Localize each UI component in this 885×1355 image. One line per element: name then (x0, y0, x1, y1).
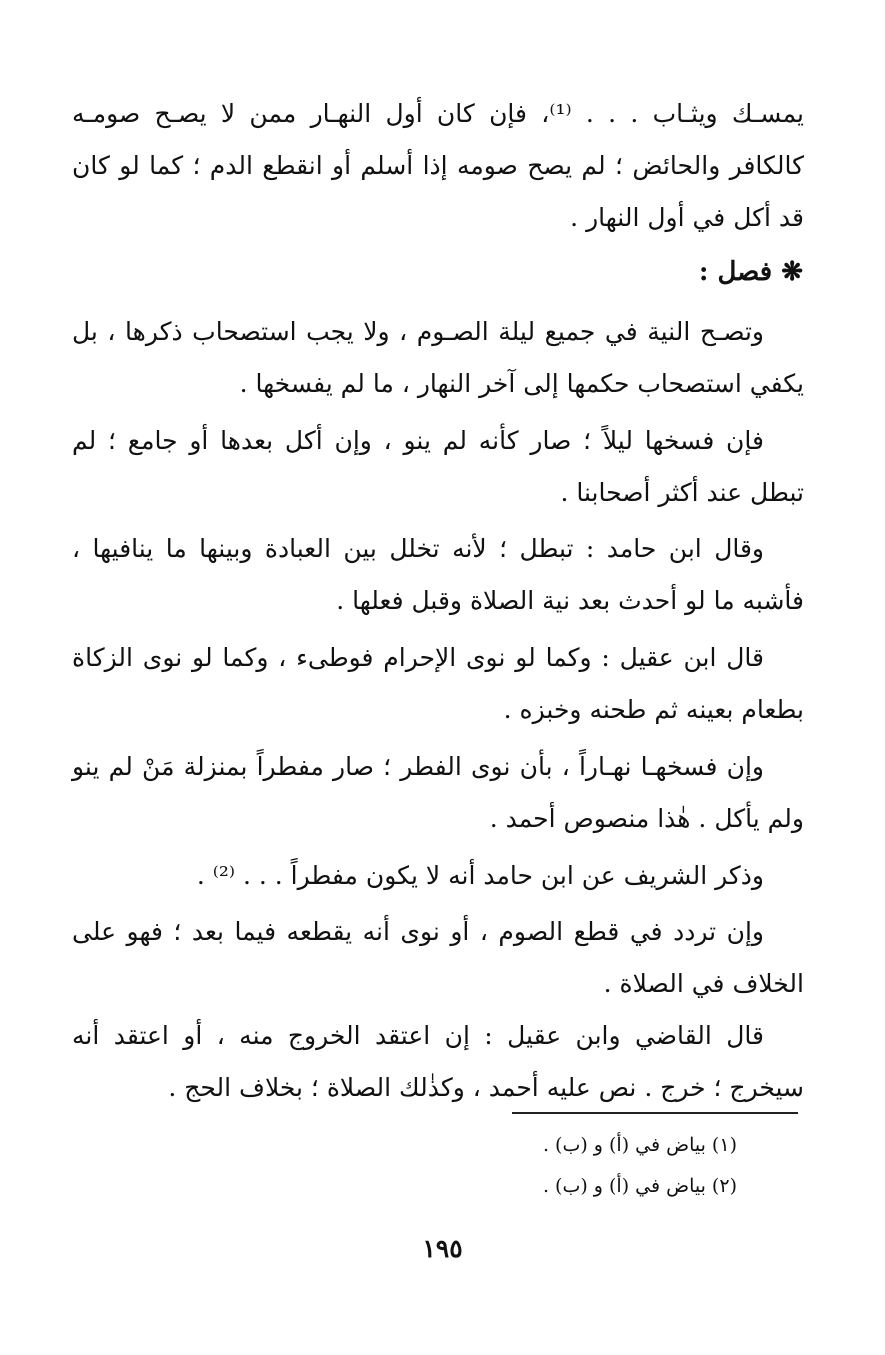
footnote-1: (١) بياض في (أ) و (ب) . (542, 1134, 737, 1156)
section-heading (699, 246, 803, 298)
asterisk-icon: ❋ (781, 257, 803, 287)
paragraph-4: وقال ابن حامد : تبطل ؛ لأنه تخلل بين العبادة وبينها ما ينافيها ، فأشبه ما لو أحدث بعد نية الصلاة وقبل فعلها . (72, 534, 804, 615)
footnote-2: (٢) بياض في (أ) و (ب) . (542, 1175, 737, 1197)
section-heading-label: فصل : (698, 257, 773, 287)
paragraph-2: وتصـح النية في جميع ليلة الصـوم ، ولا يجب استصحاب ذكرها ، بل يكفي استصحاب حكمها إلى آخر النهار ، ما لم يفسخها . (72, 317, 804, 398)
paragraph-7: وذكر الشريف عن ابن حامد أنه لا يكون مفطراً . . . ⁽²⁾ . (196, 861, 764, 890)
paragraph-5: قال ابن عقيل : وكما لو نوى الإحرام فوطىء ، وكما لو نوى الزكاة بطعام بعينه ثم طحنه وخبزه . (72, 643, 804, 724)
paragraph-6: وإن فسخهـا نهـاراً ، بأن نوى الفطر ؛ صار مفطراً بمنزلة مَنْ لم ينو ولم يأكل . هٰذا منصوص أحمد . (72, 752, 804, 833)
footnote-divider (512, 1112, 798, 1114)
paragraph-8: وإن تردد في قطع الصوم ، أو نوى أنه يقطعه فيما بعد ؛ فهو على الخلاف في الصلاة . (72, 917, 804, 998)
page-number: ١٩٥ (422, 1234, 463, 1263)
paragraph-9: قال القاضي وابن عقيل : إن اعتقد الخروج منه ، أو اعتقد أنه سيخرج ؛ خرج . نص عليه أحمد ، وكذٰلك الصلاة ؛ بخلاف الحج . (72, 1021, 804, 1102)
paragraph-3: فإن فسخها ليلاً ؛ صار كأنه لم ينو ، وإن أكل بعدها أو جامع ؛ لم تبطل عند أكثر أصحابنا . (72, 426, 804, 507)
paragraph-1: يمسـك ويثـاب . . . ⁽¹⁾، فإن كان أول النهـار ممن لا يصـح صومـه كالكافر والحائض ؛ لم يصح صومه إذا أسلم أو انقطع الدم ؛ كما لو كان قد أكل في أول النهار . (72, 99, 804, 232)
